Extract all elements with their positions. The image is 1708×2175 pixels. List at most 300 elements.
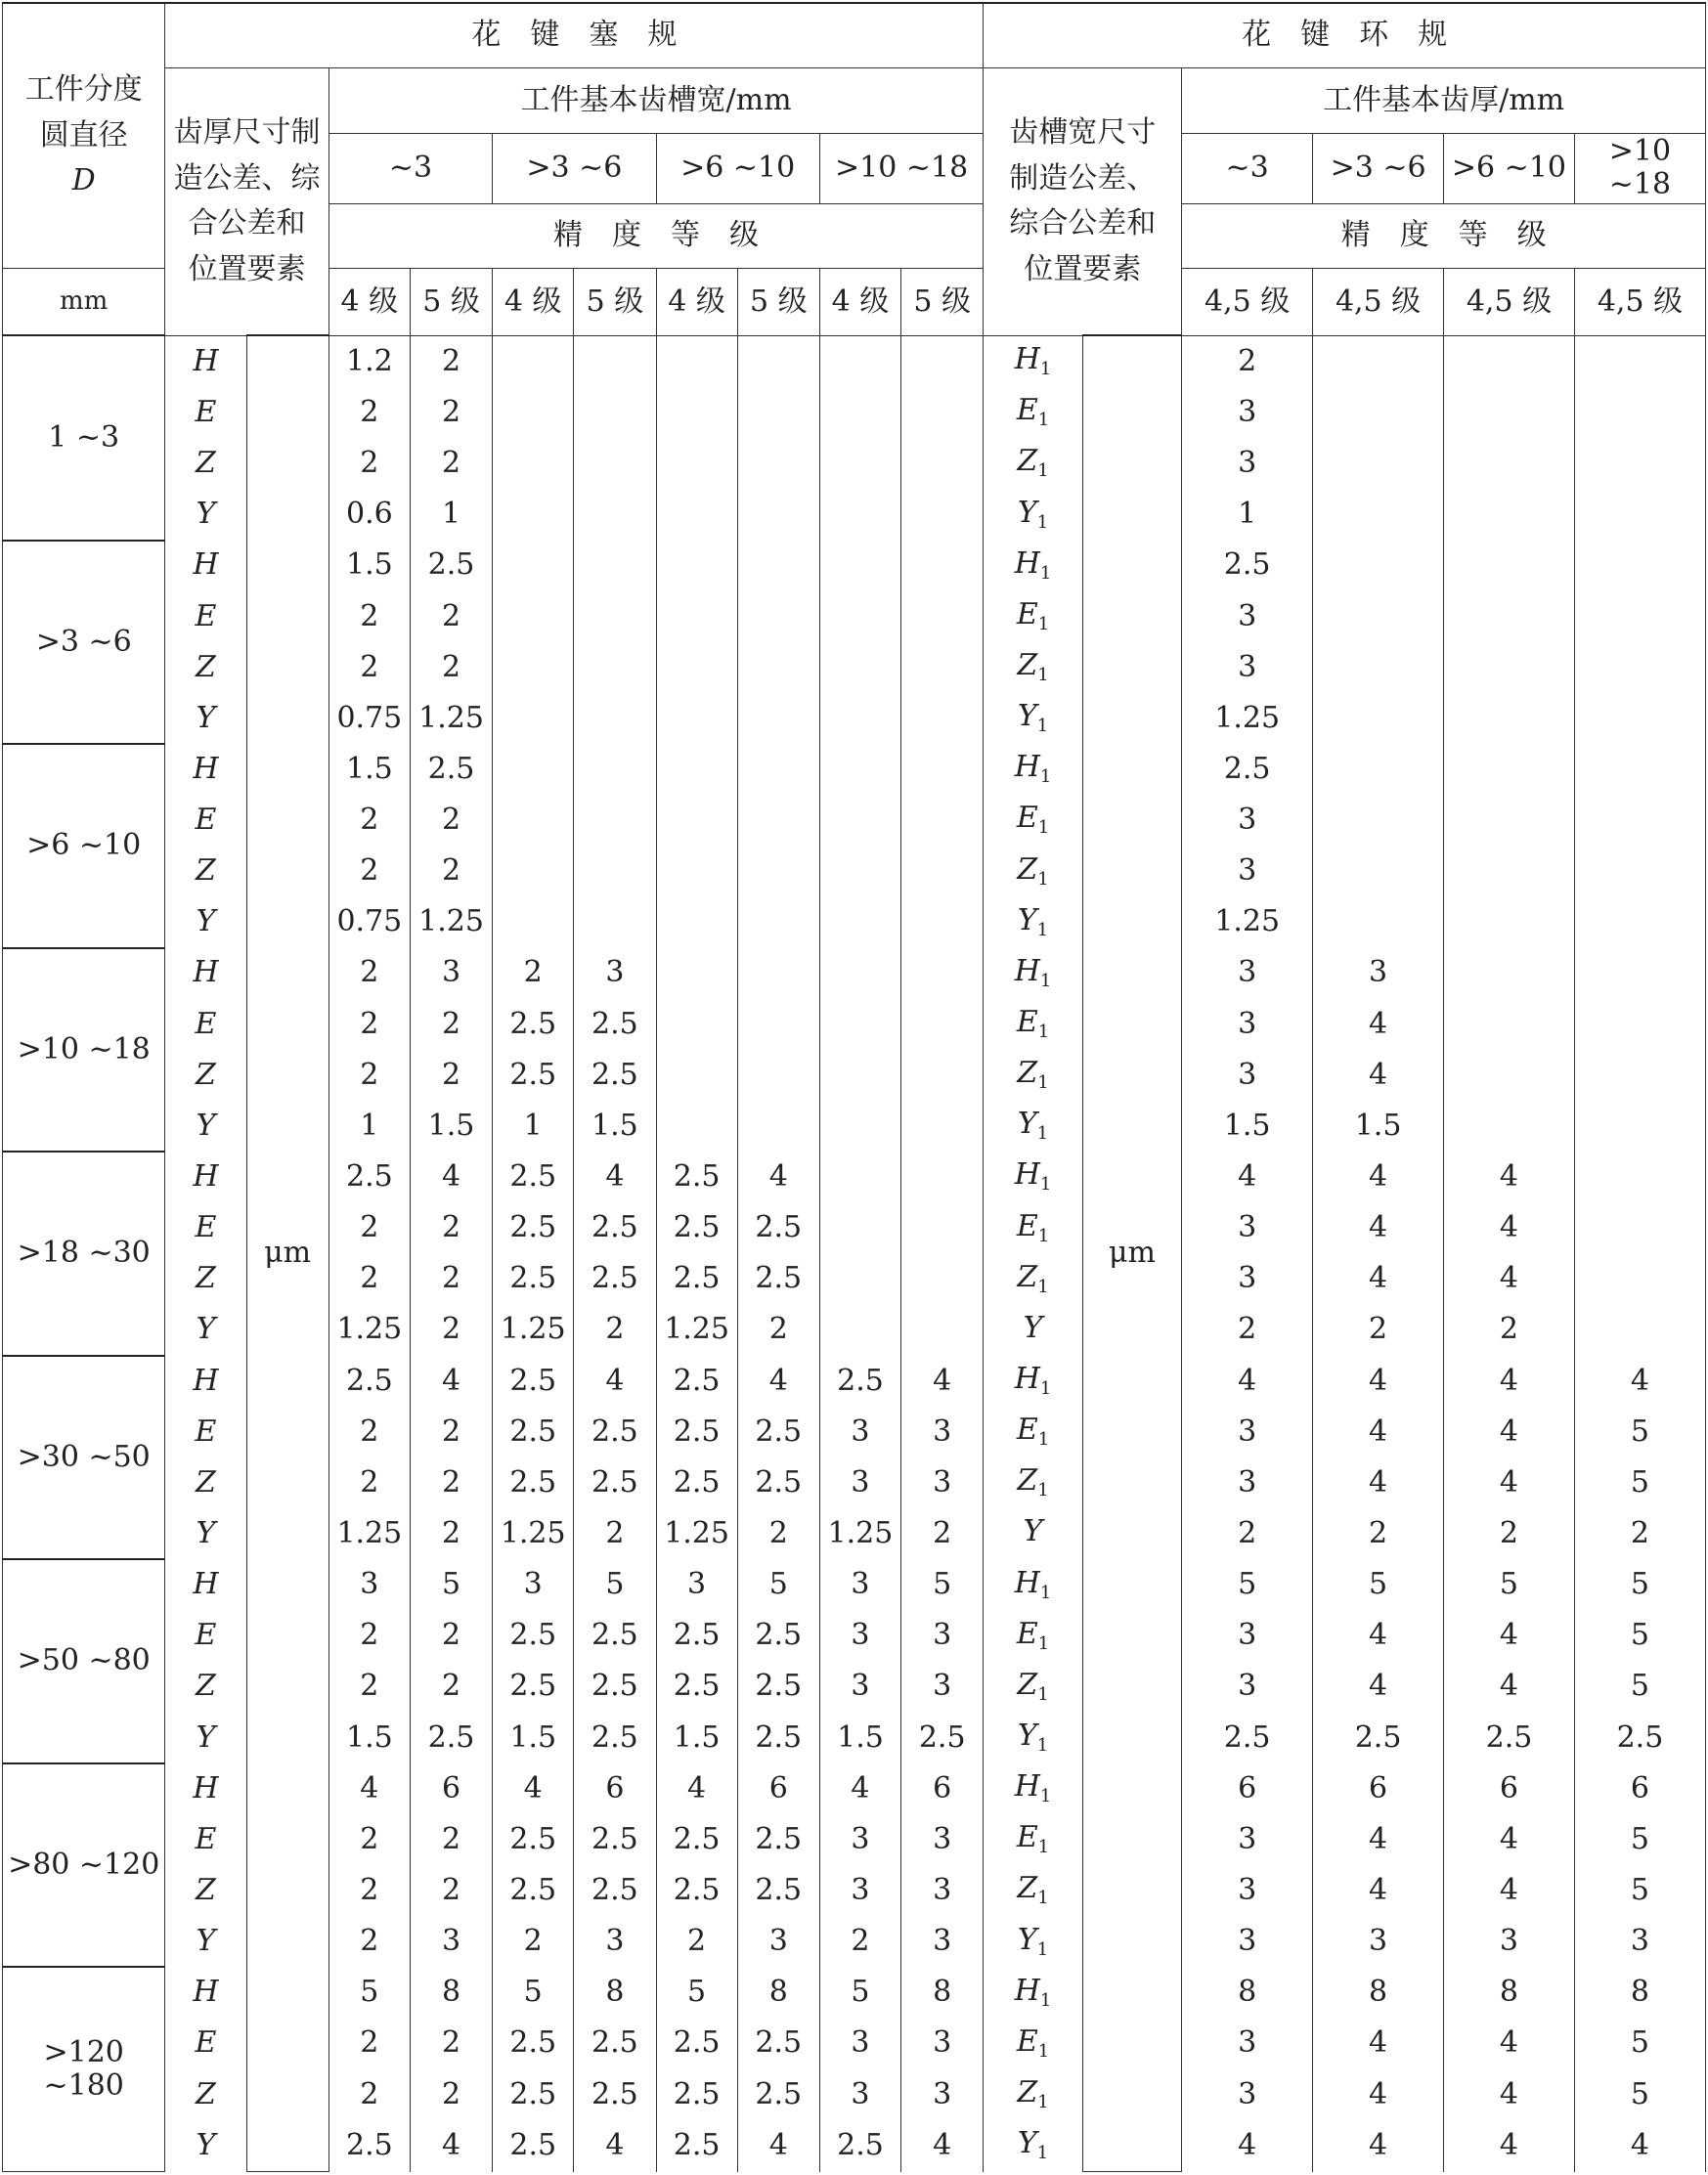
ring-value-cell: 6 bbox=[1574, 1763, 1705, 1814]
plug-value-cell: 1.25 bbox=[328, 1305, 410, 1356]
plug-value-cell: 1.5 bbox=[819, 1713, 900, 1763]
plug-value-cell: 2.5 bbox=[656, 1407, 737, 1457]
ring-symbol-subscript: 1 bbox=[1036, 2143, 1049, 2164]
plug-value-cell: 3 bbox=[901, 1916, 984, 1967]
ring-value-cell: 3 bbox=[1182, 846, 1313, 896]
ring-value-cell: 1.25 bbox=[1182, 693, 1313, 744]
ring-symbol-subscript: 1 bbox=[1039, 1582, 1052, 1603]
diameter-label-line1: 工件分度 bbox=[24, 72, 143, 108]
plug-value-cell: 6 bbox=[901, 1763, 984, 1814]
plug-value-cell: 2 bbox=[410, 438, 492, 489]
plug-range-1: ~3 bbox=[328, 133, 492, 203]
ring-value-cell: 3 bbox=[1313, 1916, 1444, 1967]
plug-value-cell bbox=[901, 335, 984, 387]
ring-value-cell: 3 bbox=[1182, 1865, 1313, 1916]
plug-value-cell: 2 bbox=[328, 2069, 410, 2120]
plug-value-cell bbox=[819, 591, 900, 642]
ring-symbol-cell bbox=[984, 1356, 1082, 1407]
plug-value-cell: 2.5 bbox=[493, 1865, 574, 1916]
plug-symbol-cell: Z bbox=[165, 2069, 246, 2120]
ring-value-cell: 4 bbox=[1313, 1407, 1444, 1457]
ring-symbol-cell bbox=[984, 2019, 1082, 2069]
ring-symbol-letter: Y bbox=[1017, 1718, 1037, 1753]
plug-value-cell: 5 bbox=[901, 1559, 984, 1610]
ring-symbol-cell bbox=[984, 642, 1082, 693]
plug-value-cell bbox=[493, 795, 574, 846]
ring-symbol-letter: E bbox=[1016, 1820, 1038, 1855]
plug-value-cell: 3 bbox=[901, 2019, 984, 2069]
plug-value-cell bbox=[737, 335, 819, 387]
plug-value-cell bbox=[901, 846, 984, 896]
diameter-cell: >30 ~50 bbox=[3, 1356, 165, 1560]
plug-req-line1: 齿厚尺寸制 bbox=[173, 115, 321, 151]
ring-symbol-cell bbox=[984, 1101, 1082, 1152]
ring-range-1: ~3 bbox=[1182, 133, 1313, 203]
plug-value-cell: 4 bbox=[819, 1763, 900, 1814]
plug-value-cell: 3 bbox=[819, 1457, 900, 1508]
plug-symbol-cell: Z bbox=[165, 1254, 246, 1305]
plug-value-cell: 1 bbox=[328, 1101, 410, 1152]
plug-value-cell: 2 bbox=[328, 642, 410, 693]
plug-value-cell: 5 bbox=[328, 1967, 410, 2018]
ring-value-cell: 5 bbox=[1574, 1865, 1705, 1916]
ring-value-cell: 3 bbox=[1182, 1407, 1313, 1457]
plug-value-cell: 2.5 bbox=[656, 2019, 737, 2069]
ring-symbol-letter: Z bbox=[1017, 444, 1038, 479]
plug-symbol-cell: Y bbox=[165, 489, 246, 540]
plug-value-cell bbox=[737, 795, 819, 846]
ring-value-cell: 4 bbox=[1313, 1254, 1444, 1305]
plug-symbol-cell: Y bbox=[165, 1101, 246, 1152]
plug-value-cell: 2.5 bbox=[737, 1202, 819, 1253]
ring-value-cell: 4 bbox=[1313, 2120, 1444, 2172]
ring-grade-1: 4,5 级 bbox=[1182, 268, 1313, 335]
plug-value-cell: 2 bbox=[410, 642, 492, 693]
plug-value-cell: 2 bbox=[328, 2019, 410, 2069]
ring-symbol-subscript: 1 bbox=[1037, 1225, 1050, 1246]
plug-value-cell: 8 bbox=[410, 1967, 492, 2018]
ring-symbol-letter: H bbox=[1014, 1362, 1040, 1397]
plug-value-cell: 2.5 bbox=[410, 541, 492, 591]
ring-symbol-letter: H bbox=[1014, 750, 1040, 785]
ring-symbol-subscript: 1 bbox=[1037, 1480, 1049, 1501]
plug-value-cell: 2.5 bbox=[574, 1457, 656, 1508]
plug-value-cell: 8 bbox=[574, 1967, 656, 2018]
plug-symbol-cell: E bbox=[165, 999, 246, 1050]
ring-value-cell: 1.25 bbox=[1182, 897, 1313, 948]
ring-value-cell: 3 bbox=[1182, 387, 1313, 438]
plug-grade-3: 4 级 bbox=[493, 268, 574, 335]
plug-value-cell: 2 bbox=[328, 1407, 410, 1457]
plug-value-cell bbox=[901, 1202, 984, 1253]
plug-value-cell bbox=[819, 1050, 900, 1101]
plug-value-cell: 2.5 bbox=[656, 1152, 737, 1202]
ring-value-cell: 4 bbox=[1444, 2019, 1575, 2069]
plug-value-cell bbox=[737, 642, 819, 693]
ring-value-cell: 4 bbox=[1444, 1407, 1575, 1457]
plug-value-cell bbox=[901, 1050, 984, 1101]
ring-value-cell: 4 bbox=[1313, 1152, 1444, 1202]
ring-symbol-cell bbox=[984, 1152, 1082, 1202]
plug-symbol-cell: H bbox=[165, 1967, 246, 2018]
table-row bbox=[3, 335, 1706, 387]
ring-value-cell: 3 bbox=[1182, 1611, 1313, 1662]
plug-value-cell bbox=[656, 846, 737, 896]
plug-value-cell: 3 bbox=[819, 2019, 900, 2069]
ring-value-cell: 5 bbox=[1574, 1559, 1705, 1610]
ring-range-2: >3 ~6 bbox=[1313, 133, 1444, 203]
plug-symbol-cell: Y bbox=[165, 693, 246, 744]
plug-value-cell bbox=[819, 846, 900, 896]
plug-value-cell bbox=[493, 335, 574, 387]
plug-value-cell: 5 bbox=[574, 1559, 656, 1610]
ring-value-cell bbox=[1313, 387, 1444, 438]
plug-value-cell bbox=[493, 489, 574, 540]
plug-value-cell: 4 bbox=[737, 1152, 819, 1202]
plug-value-cell: 4 bbox=[901, 2120, 984, 2172]
ring-value-cell: 3 bbox=[1182, 1662, 1313, 1713]
ring-value-cell: 4 bbox=[1313, 1662, 1444, 1713]
ring-symbol-letter: Y bbox=[1017, 1922, 1037, 1957]
plug-width-header: 工件基本齿槽宽/mm bbox=[328, 68, 984, 133]
plug-value-cell bbox=[737, 744, 819, 795]
diameter-cell: >80 ~120 bbox=[3, 1763, 165, 1968]
plug-value-cell: 2 bbox=[410, 1457, 492, 1508]
ring-value-cell: 1.5 bbox=[1182, 1101, 1313, 1152]
plug-value-cell bbox=[901, 1305, 984, 1356]
ring-value-cell bbox=[1444, 1050, 1575, 1101]
plug-value-cell: 2 bbox=[574, 1508, 656, 1559]
ring-value-cell bbox=[1444, 387, 1575, 438]
plug-range-4: >10 ~18 bbox=[819, 133, 983, 203]
ring-value-cell: 8 bbox=[1182, 1967, 1313, 2018]
plug-value-cell: 2.5 bbox=[493, 1457, 574, 1508]
plug-value-cell bbox=[901, 999, 984, 1050]
ring-symbol-subscript: 1 bbox=[1037, 410, 1050, 431]
ring-symbol-cell bbox=[984, 335, 1082, 387]
plug-value-cell: 2.5 bbox=[493, 2120, 574, 2172]
plug-value-cell: 2 bbox=[410, 2019, 492, 2069]
ring-value-cell bbox=[1574, 846, 1705, 896]
plug-value-cell bbox=[493, 846, 574, 896]
ring-req-header bbox=[984, 68, 1182, 336]
plug-value-cell: 2.5 bbox=[656, 1662, 737, 1713]
ring-symbol-letter: Z bbox=[1017, 851, 1038, 887]
ring-value-cell: 4 bbox=[1313, 1457, 1444, 1508]
plug-value-cell bbox=[656, 541, 737, 591]
ring-symbol-cell bbox=[984, 1407, 1082, 1457]
ring-symbol-letter: H bbox=[1014, 1565, 1040, 1600]
plug-value-cell: 8 bbox=[737, 1967, 819, 2018]
ring-symbol-letter: Z bbox=[1017, 2074, 1038, 2110]
plug-value-cell: 2.5 bbox=[737, 2019, 819, 2069]
ring-symbol-letter: H bbox=[1014, 1973, 1040, 2008]
ring-value-cell: 4 bbox=[1313, 1611, 1444, 1662]
ring-symbol-subscript: 1 bbox=[1037, 613, 1050, 634]
plug-value-cell bbox=[493, 438, 574, 489]
plug-value-cell: 2.5 bbox=[493, 1050, 574, 1101]
ring-value-cell: 3 bbox=[1182, 1050, 1313, 1101]
plug-value-cell bbox=[656, 1050, 737, 1101]
plug-value-cell: 2 bbox=[737, 1508, 819, 1559]
ring-value-cell: 5 bbox=[1574, 1662, 1705, 1713]
plug-value-cell: 5 bbox=[410, 1559, 492, 1610]
plug-grade-1: 4 级 bbox=[328, 268, 410, 335]
ring-symbol-cell bbox=[984, 1305, 1082, 1356]
ring-value-cell: 5 bbox=[1574, 1814, 1705, 1865]
plug-value-cell: 3 bbox=[574, 948, 656, 999]
ring-value-cell: 4 bbox=[1313, 1050, 1444, 1101]
plug-value-cell: 1 bbox=[493, 1101, 574, 1152]
plug-value-cell bbox=[574, 846, 656, 896]
plug-value-cell: 3 bbox=[493, 1559, 574, 1610]
plug-value-cell bbox=[901, 1101, 984, 1152]
ring-symbol-cell bbox=[984, 795, 1082, 846]
ring-symbol-cell bbox=[984, 1865, 1082, 1916]
ring-value-cell: 2 bbox=[1444, 1305, 1575, 1356]
plug-symbol-cell: Y bbox=[165, 1713, 246, 1763]
plug-symbol-cell: Y bbox=[165, 1916, 246, 1967]
ring-value-cell: 3 bbox=[1182, 1457, 1313, 1508]
ring-value-cell bbox=[1313, 897, 1444, 948]
plug-value-cell: 3 bbox=[819, 1559, 900, 1610]
ring-symbol-subscript: 1 bbox=[1037, 1276, 1049, 1297]
ring-value-cell: 3 bbox=[1182, 999, 1313, 1050]
plug-value-cell: 2.5 bbox=[574, 999, 656, 1050]
plug-value-cell bbox=[819, 897, 900, 948]
ring-symbol-letter: E bbox=[1016, 393, 1038, 428]
plug-value-cell: 2.5 bbox=[410, 744, 492, 795]
plug-value-cell bbox=[737, 897, 819, 948]
ring-symbol-letter: E bbox=[1016, 596, 1038, 631]
plug-value-cell bbox=[656, 999, 737, 1050]
plug-value-cell: 2.5 bbox=[328, 1152, 410, 1202]
ring-value-cell: 2.5 bbox=[1444, 1713, 1575, 1763]
plug-value-cell: 2.5 bbox=[737, 1662, 819, 1713]
plug-value-cell: 2.5 bbox=[656, 1814, 737, 1865]
ring-value-cell: 2 bbox=[1313, 1305, 1444, 1356]
ring-symbol-letter: H bbox=[1014, 1769, 1040, 1805]
plug-value-cell: 2.5 bbox=[493, 1152, 574, 1202]
ring-symbol-letter: H bbox=[1014, 1157, 1040, 1193]
plug-value-cell: 0.75 bbox=[328, 693, 410, 744]
ring-gauge-title: 花 键 环 规 bbox=[984, 3, 1706, 68]
plug-value-cell bbox=[574, 897, 656, 948]
plug-value-cell: 2.5 bbox=[493, 1356, 574, 1407]
plug-symbol-cell: H bbox=[165, 1152, 246, 1202]
plug-value-cell: 3 bbox=[656, 1559, 737, 1610]
plug-symbol-cell: Z bbox=[165, 1662, 246, 1713]
ring-symbol-letter: Y bbox=[1017, 495, 1037, 530]
ring-symbol-subscript: 1 bbox=[1037, 868, 1049, 890]
plug-value-cell bbox=[737, 846, 819, 896]
plug-value-cell: 2 bbox=[328, 1662, 410, 1713]
plug-value-cell: 2 bbox=[328, 948, 410, 999]
plug-symbol-cell: Z bbox=[165, 846, 246, 896]
plug-value-cell bbox=[819, 1101, 900, 1152]
plug-value-cell bbox=[819, 795, 900, 846]
plug-value-cell: 2.5 bbox=[328, 1356, 410, 1407]
ring-value-cell: 2 bbox=[1182, 1508, 1313, 1559]
plug-value-cell: 3 bbox=[819, 1814, 900, 1865]
plug-value-cell: 2.5 bbox=[737, 1814, 819, 1865]
ring-value-cell: 4 bbox=[1182, 1152, 1313, 1202]
plug-value-cell: 2.5 bbox=[656, 1865, 737, 1916]
ring-value-cell bbox=[1444, 541, 1575, 591]
ring-value-cell: 5 bbox=[1574, 1407, 1705, 1457]
plug-value-cell bbox=[901, 1152, 984, 1202]
ring-symbol-subscript: 1 bbox=[1037, 817, 1050, 839]
plug-value-cell bbox=[737, 948, 819, 999]
ring-symbol-letter: E bbox=[1016, 1005, 1038, 1040]
plug-value-cell: 4 bbox=[901, 1356, 984, 1407]
ring-value-cell: 5 bbox=[1313, 1559, 1444, 1610]
ring-value-cell: 4 bbox=[1182, 1356, 1313, 1407]
ring-value-cell bbox=[1574, 1305, 1705, 1356]
ring-value-cell bbox=[1574, 1101, 1705, 1152]
plug-symbol-cell: E bbox=[165, 2019, 246, 2069]
plug-value-cell: 2.5 bbox=[737, 2069, 819, 2120]
diameter-label-line2: 圆直径 bbox=[39, 117, 128, 152]
ring-value-cell: 6 bbox=[1444, 1763, 1575, 1814]
plug-value-cell bbox=[574, 541, 656, 591]
ring-value-cell: 3 bbox=[1574, 1916, 1705, 1967]
plug-value-cell bbox=[656, 642, 737, 693]
plug-value-cell bbox=[574, 489, 656, 540]
plug-value-cell: 2 bbox=[410, 999, 492, 1050]
ring-value-cell: 4 bbox=[1313, 2069, 1444, 2120]
tolerance-table bbox=[2, 2, 1706, 2172]
plug-value-cell bbox=[574, 387, 656, 438]
diameter-header bbox=[3, 3, 165, 268]
ring-value-cell: 2.5 bbox=[1182, 541, 1313, 591]
ring-symbol-subscript: 1 bbox=[1037, 1837, 1050, 1858]
ring-value-cell: 3 bbox=[1182, 1814, 1313, 1865]
ring-value-cell: 5 bbox=[1574, 2069, 1705, 2120]
plug-value-cell: 2 bbox=[328, 795, 410, 846]
ring-symbol-letter: Y bbox=[1017, 1107, 1037, 1142]
plug-value-cell bbox=[901, 795, 984, 846]
ring-symbol-subscript: 1 bbox=[1037, 2040, 1050, 2062]
plug-symbol-cell: Y bbox=[165, 2120, 246, 2172]
plug-value-cell: 2 bbox=[574, 1305, 656, 1356]
ring-grade-label: 精 度 等 级 bbox=[1182, 203, 1706, 268]
plug-value-cell bbox=[656, 335, 737, 387]
ring-value-cell bbox=[1574, 1152, 1705, 1202]
ring-value-cell: 2 bbox=[1444, 1508, 1575, 1559]
ring-value-cell: 3 bbox=[1182, 2069, 1313, 2120]
plug-value-cell bbox=[901, 438, 984, 489]
plug-value-cell: 5 bbox=[819, 1967, 900, 2018]
plug-value-cell bbox=[574, 335, 656, 387]
plug-value-cell bbox=[574, 438, 656, 489]
plug-value-cell bbox=[656, 489, 737, 540]
ring-symbol-subscript: 1 bbox=[1037, 1632, 1050, 1654]
plug-value-cell bbox=[656, 897, 737, 948]
ring-symbol-subscript: 1 bbox=[1036, 1938, 1049, 1960]
plug-value-cell: 2 bbox=[410, 1050, 492, 1101]
ring-value-cell: 2.5 bbox=[1182, 744, 1313, 795]
plug-value-cell: 1.25 bbox=[656, 1508, 737, 1559]
ring-symbol-letter: E bbox=[1016, 1616, 1038, 1651]
ring-value-cell bbox=[1313, 335, 1444, 387]
ring-grade-3: 4,5 级 bbox=[1444, 268, 1575, 335]
plug-value-cell bbox=[901, 489, 984, 540]
plug-req-header bbox=[165, 68, 328, 336]
plug-value-cell bbox=[493, 642, 574, 693]
plug-value-cell: 4 bbox=[410, 1356, 492, 1407]
plug-value-cell bbox=[819, 744, 900, 795]
ring-value-cell bbox=[1313, 541, 1444, 591]
ring-symbol-letter: E bbox=[1016, 1208, 1038, 1243]
ring-value-cell bbox=[1444, 897, 1575, 948]
plug-value-cell: 2 bbox=[819, 1916, 900, 1967]
ring-value-cell: 3 bbox=[1182, 1202, 1313, 1253]
plug-value-cell bbox=[901, 541, 984, 591]
plug-value-cell: 2.5 bbox=[493, 1662, 574, 1713]
plug-value-cell bbox=[574, 795, 656, 846]
plug-symbol-cell: H bbox=[165, 1559, 246, 1610]
plug-value-cell: 1.25 bbox=[328, 1508, 410, 1559]
ring-symbol-cell bbox=[984, 438, 1082, 489]
plug-value-cell: 6 bbox=[574, 1763, 656, 1814]
ring-symbol-letter: H bbox=[1014, 342, 1040, 377]
plug-grade-label: 精 度 等 级 bbox=[328, 203, 984, 268]
ring-value-cell bbox=[1574, 489, 1705, 540]
unit-mm-label: mm bbox=[3, 268, 165, 335]
ring-value-cell bbox=[1574, 1050, 1705, 1101]
plug-value-cell bbox=[901, 693, 984, 744]
ring-value-cell: 6 bbox=[1182, 1763, 1313, 1814]
ring-value-cell: 2.5 bbox=[1574, 1713, 1705, 1763]
plug-value-cell bbox=[493, 387, 574, 438]
plug-value-cell bbox=[574, 591, 656, 642]
ring-symbol-subscript: 1 bbox=[1037, 1072, 1049, 1094]
plug-value-cell bbox=[737, 1050, 819, 1101]
plug-value-cell: 2 bbox=[410, 1202, 492, 1253]
plug-value-cell: 2 bbox=[328, 999, 410, 1050]
ring-value-cell: 5 bbox=[1574, 1611, 1705, 1662]
ring-value-cell bbox=[1574, 335, 1705, 387]
ring-value-cell bbox=[1574, 541, 1705, 591]
ring-symbol-subscript: 1 bbox=[1039, 766, 1052, 788]
plug-value-cell: 2 bbox=[328, 1050, 410, 1101]
ring-value-cell bbox=[1574, 438, 1705, 489]
ring-symbol-cell bbox=[984, 591, 1082, 642]
plug-value-cell bbox=[819, 438, 900, 489]
plug-value-cell: 3 bbox=[901, 1611, 984, 1662]
plug-symbol-cell: E bbox=[165, 387, 246, 438]
ring-value-cell: 4 bbox=[1444, 1254, 1575, 1305]
plug-value-cell bbox=[819, 1305, 900, 1356]
plug-value-cell bbox=[901, 591, 984, 642]
plug-value-cell: 2 bbox=[410, 1407, 492, 1457]
plug-value-cell: 3 bbox=[819, 1865, 900, 1916]
ring-symbol-letter: Y bbox=[1023, 1514, 1043, 1549]
ring-unit-cell: μm bbox=[1082, 335, 1181, 2171]
plug-symbol-cell: Z bbox=[165, 642, 246, 693]
plug-value-cell: 3 bbox=[901, 1662, 984, 1713]
plug-value-cell: 2 bbox=[328, 1865, 410, 1916]
plug-value-cell: 4 bbox=[410, 2120, 492, 2172]
plug-value-cell bbox=[493, 693, 574, 744]
ring-value-cell: 1.5 bbox=[1313, 1101, 1444, 1152]
ring-symbol-subscript: 1 bbox=[1036, 919, 1049, 940]
ring-symbol-subscript: 1 bbox=[1036, 716, 1049, 737]
ring-value-cell: 4 bbox=[1444, 1457, 1575, 1508]
plug-value-cell: 2 bbox=[410, 1662, 492, 1713]
ring-value-cell: 4 bbox=[1574, 2120, 1705, 2172]
